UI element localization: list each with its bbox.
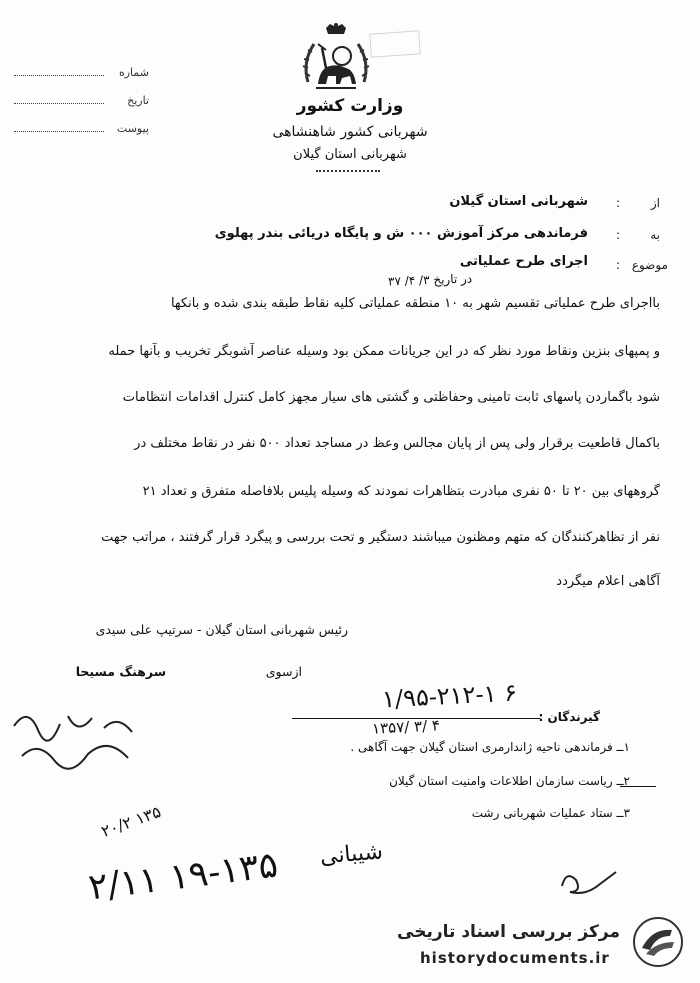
subject-value: اجرای طرح عملیاتی — [459, 254, 588, 269]
recipient-dash — [620, 786, 656, 787]
handwritten-side-note: ۲۰/۲ ۱۳۵ — [98, 801, 164, 842]
from-label: از — [650, 196, 660, 210]
watermark-english: historydocuments.ir — [420, 949, 610, 967]
on-behalf-label: ازسوی — [265, 664, 302, 679]
handwritten-bottom-number: ۲/۱۱ ۱۹-۱۳۵ — [86, 844, 281, 909]
body-line-2: و پمپهای بنزین ونقاط مورد نظر که در این جریانات ممکن بود وسیله عناصر آشوبگر تخریب و بآنها حمله — [108, 344, 660, 359]
attachment-label: پیوست — [116, 122, 149, 135]
body-line-7: آگاهی اعلام میگردد — [556, 574, 660, 589]
to-colon: : — [615, 228, 620, 242]
report-date: در تاریخ ۳/ ۴/ ۳۷ — [387, 271, 473, 289]
recipient-item-3: ۳ــ ستاد عملیات شهربانی رشت — [471, 806, 630, 820]
body-line-5: گروههای بین ۲۰ تا ۵۰ نفری مبادرت بتظاهرات نمودند که وسیله پلیس بلافاصله متفرق و تعداد ۲۱ — [142, 484, 660, 499]
province-police-title: شهربانی استان گیلان — [293, 147, 407, 162]
body-line-6: نفر از تظاهرکنندگان که متهم ومظنون میباشند دستگیر و تحت بررسی و پیگرد قرار گرفتند ، مراتب جهت — [101, 530, 660, 545]
body-line-1: بااجرای طرح عملیاتی تقسیم شهر به ۱۰ منطقه عملیاتی کلیه نقاط طبقه بندی شده و بانکها — [170, 296, 660, 311]
signature-initial-icon — [556, 862, 626, 902]
subject-colon: : — [615, 258, 620, 272]
header-divider — [316, 170, 380, 172]
date-label: تاریخ — [127, 94, 149, 107]
from-colon: : — [615, 196, 620, 210]
from-value: شهربانی استان گیلان — [449, 194, 588, 209]
ministry-title: وزارت کشور — [296, 96, 404, 116]
general-police-title: شهربانی کشور شاهنشاهی — [272, 124, 428, 140]
handwritten-bottom-name: شیبانی — [319, 839, 384, 870]
handwritten-ref-number: ۱/۹۵-۲۱۲-۱ ۶ — [381, 678, 518, 714]
lion-and-sun-emblem-icon — [296, 22, 376, 100]
archive-logo-icon — [632, 916, 684, 968]
body-line-4: باکمال قاطعیت برقرار ولی پس از پایان مجالس وعظ در مساجد تعداد ۵۰۰ نفر در نقاط مختلف در — [134, 436, 660, 451]
recipient-item-2: ۲ــ ریاست سازمان اطلاعات وامنیت استان گیلان — [389, 774, 630, 788]
recipients-title: گیرندگان : — [538, 710, 600, 724]
handwritten-ref-date: ۱۳۵۷/ ۳/ ۴ — [371, 716, 441, 738]
body-line-3: شود باگماردن پاسهای ثابت تامینی وحفاظتی و گشتی های سیار مجهز کامل کنترل اقدامات انتظامات — [122, 390, 660, 405]
subject-label: موضوع — [631, 258, 668, 272]
number-label: شماره — [118, 66, 149, 79]
watermark-persian: مرکز بررسی اسناد تاریخی — [397, 922, 620, 942]
signer-name: سرهنگ مسیحا — [75, 664, 166, 679]
handwritten-margin-scribble-icon — [8, 696, 168, 786]
chief-signature-line: رئیس شهربانی استان گیلان - سرتیپ علی سیدی — [95, 622, 348, 637]
to-label: به — [650, 228, 660, 242]
recipient-item-1: ۱ــ فرماندهی ناحیه ژاندارمری استان گیلان جهت آگاهی . — [350, 740, 630, 754]
faded-stamp-mark — [369, 30, 421, 57]
to-value: فرماندهی مرکز آموزش ۰۰۰ ش و پایگاه دریائی بندر پهلوی — [214, 226, 588, 241]
